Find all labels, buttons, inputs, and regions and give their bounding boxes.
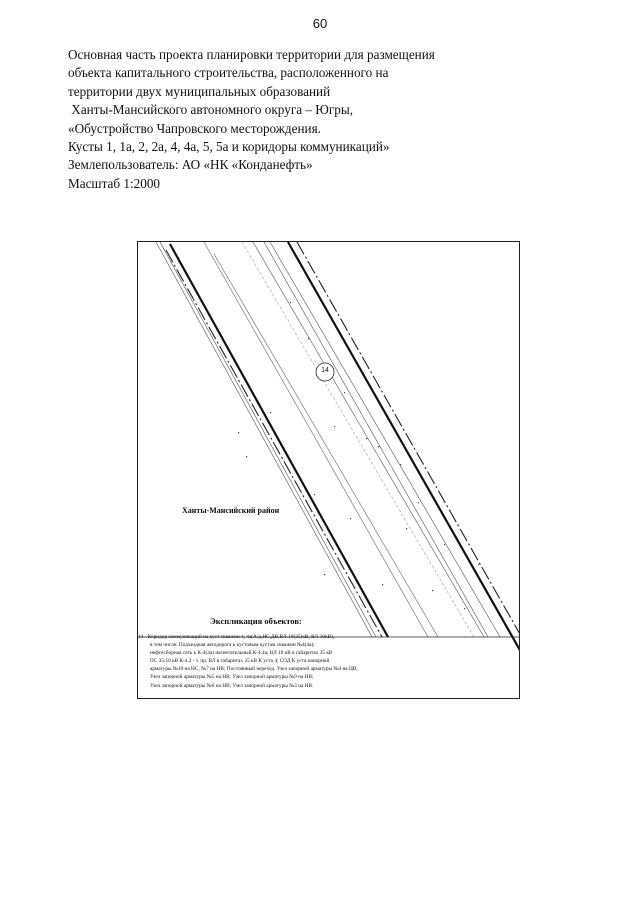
map-drawing (138, 242, 520, 699)
corridor-line (204, 242, 428, 637)
district-label: Ханты-Мансийский район (182, 506, 280, 515)
corridor-line (264, 242, 488, 637)
heading-line: Основная часть проекта планировки территории для размещения (68, 47, 435, 62)
survey-specks (238, 302, 479, 609)
legend-line: ПС 35/10 кВ К-4.2 - т. пр. ВЛ в габаритах 35 кВ К уста 4; СОД К уста напорной (150, 658, 330, 665)
corridor-line (160, 242, 376, 637)
object-number: 14 (321, 367, 329, 374)
legend-line: арматуры №10 на НС, №7 на НВ; Постоянный переход. Узел запорной арматуры №4 на ЦВ; (150, 666, 358, 673)
legend-line: в том числе: Подъездная автодорога к кустовым кустам скважин №4(4а); (150, 642, 315, 649)
legend-title: Экспликация объектов: (210, 616, 302, 626)
heading-line: территории двух муниципальных образований (68, 83, 331, 99)
corridor-line (253, 242, 484, 637)
boundary-line (297, 242, 520, 636)
corridor-line (270, 242, 500, 637)
heading-line: объекта капитального строительства, расположенного на (68, 65, 389, 81)
heading-line: «Обустройство Чапровского месторождения. (68, 120, 321, 136)
corridor-line (156, 242, 372, 637)
legend-line: 14 - Коридор коммуникаций на куст скважин 4, 4а(А/д,НС,ДВ,ВЛ-10(35)кВ, ВЛ-10кВ), (138, 634, 335, 640)
legend-line: нефтесборная сеть к К-4(4а) нагнетательный К-4.4а; ВЛ 10 кВ в габаритах 35 кВ (150, 650, 333, 657)
legend-line: Узел запорной арматуры №6 на НВ; Узел запорной арматуры №3 на НВ. (150, 682, 314, 689)
page-number: 60 (312, 16, 328, 31)
corridor-line (242, 242, 474, 637)
heading-line: Ханты-Мансийского автономного округа – Югры, (68, 102, 353, 118)
boundary-line (288, 242, 520, 652)
heading-line: Масштаб 1:2000 (68, 175, 161, 191)
boundary-line (170, 244, 388, 637)
planning-map (137, 241, 520, 699)
heading-line: Кусты 1, 1а, 2, 2а, 4, 4а, 5, 5а и коридоры коммуникаций» (68, 139, 390, 155)
heading-line: Землепользователь: АО «НК «Конданефть» (68, 157, 313, 173)
boundary-line (166, 250, 382, 637)
legend-text (138, 633, 518, 690)
legend-line: Узел запорной арматуры №5 на НВ; Узел запорной арматуры №9 на НВ; (150, 674, 314, 681)
document-heading (68, 46, 588, 193)
